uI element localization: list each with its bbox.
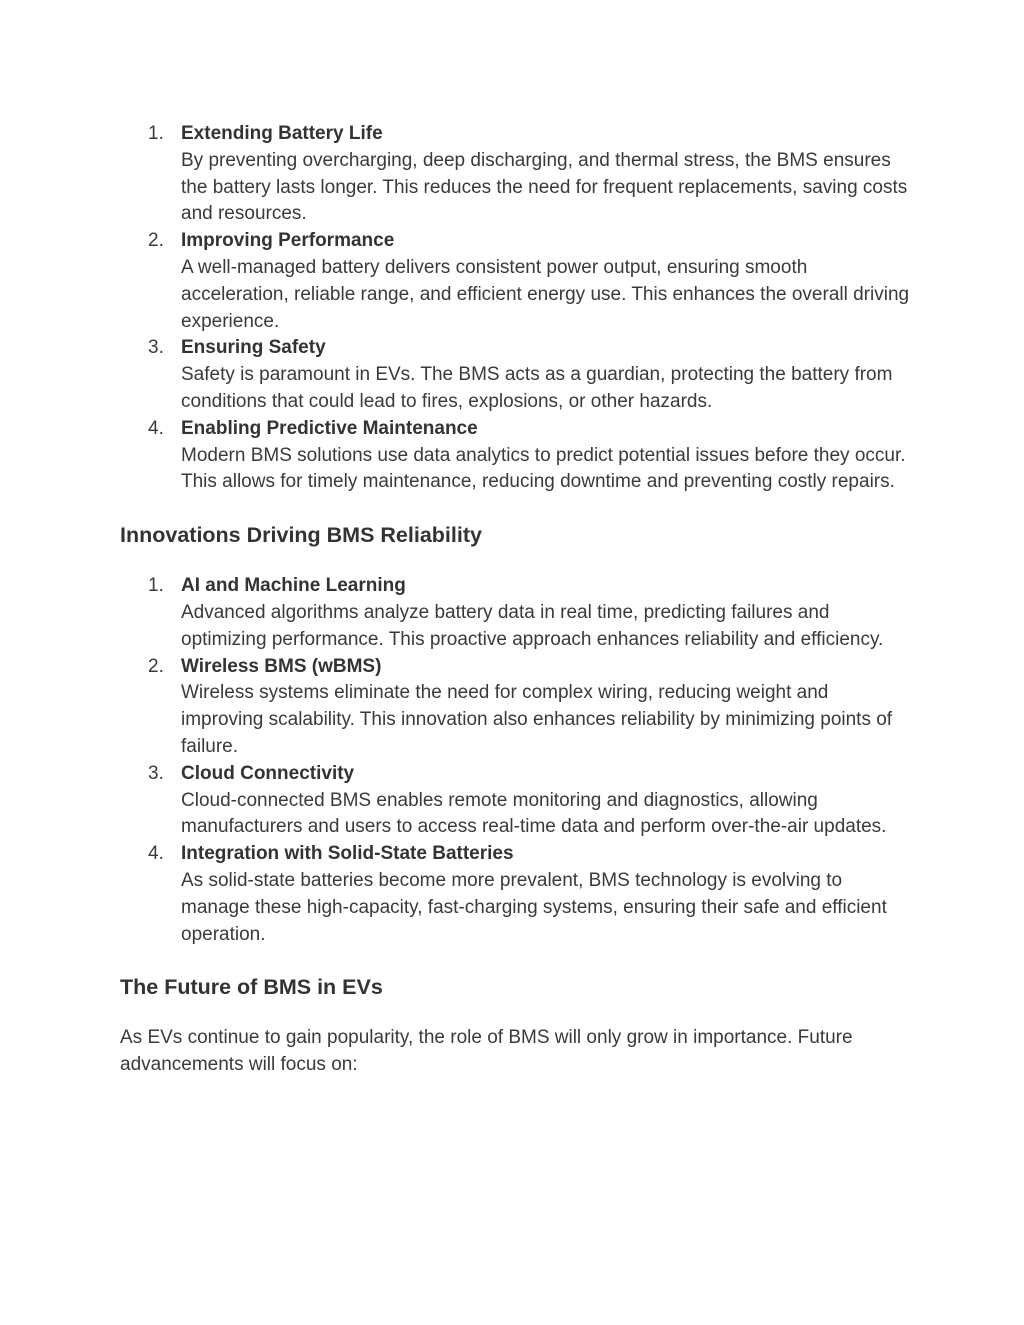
list-item: [120, 761, 910, 841]
list-number: 3.: [148, 337, 164, 359]
list-item: [120, 121, 910, 228]
list-item-description: Cloud-connected BMS enables remote monitoring and diagnostics, allowing manufacturers and users to access real-time data and perform over-the-air updates.: [181, 789, 887, 838]
list-item-description: A well-managed battery delivers consistent power output, ensuring smooth acceleration, reliable range, and efficient energy use. This enhances the overall driving experience.: [181, 256, 910, 332]
list-item-title: Extending Battery Life: [181, 123, 383, 144]
list-number: 1.: [148, 575, 164, 597]
section-heading-innovations: Innovations Driving BMS Reliability: [120, 523, 482, 548]
list-number: 2.: [148, 655, 164, 677]
list-item-title: AI and Machine Learning: [181, 575, 406, 597]
innovations-list: [120, 573, 910, 948]
list-item-description: As solid-state batteries become more prevalent, BMS technology is evolving to manage these high-capacity, fast-charging systems, ensuring their safe and efficient operation.: [181, 869, 887, 945]
list-item: [120, 841, 910, 948]
future-paragraph: As EVs continue to gain popularity, the role of BMS will only grow in importance. Future advancements will focus on:: [120, 1027, 853, 1076]
list-item-title: Ensuring Safety: [181, 337, 326, 359]
document-page: [120, 121, 910, 1079]
list-number: 4.: [148, 843, 164, 865]
list-item-description: By preventing overcharging, deep discharging, and thermal stress, the BMS ensures the battery lasts longer. This reduces the need for frequent replacements, saving costs and resources.: [181, 149, 908, 225]
list-item-title: Integration with Solid-State Batteries: [181, 843, 514, 865]
list-item-title: Enabling Predictive Maintenance: [181, 417, 478, 439]
list-item-title: Improving Performance: [181, 230, 395, 252]
list-number: 4.: [148, 417, 164, 439]
list-item-description: Wireless systems eliminate the need for complex wiring, reducing weight and improving scalability. This innovation also enhances reliability by minimizing points of failure.: [181, 682, 893, 757]
list-item: [120, 228, 910, 335]
list-number: 2.: [148, 230, 164, 252]
list-number: 3.: [148, 762, 164, 784]
benefits-list: [120, 121, 910, 496]
list-item: [120, 335, 910, 415]
list-item-title: Cloud Connectivity: [181, 762, 355, 784]
list-item: [120, 654, 910, 761]
list-number: 1.: [148, 123, 164, 144]
list-item-description: Safety is paramount in EVs. The BMS acts as a guardian, protecting the battery from conditions that could lead to fires, explosions, or other hazards.: [181, 364, 893, 412]
list-item: [120, 416, 910, 496]
section-heading-future: The Future of BMS in EVs: [120, 975, 383, 1000]
list-item-description: Modern BMS solutions use data analytics to predict potential issues before they occur. This allows for timely maintenance, reducing downtime and preventing costly repairs.: [181, 444, 906, 493]
list-item-description: Advanced algorithms analyze battery data in real time, predicting failures and optimizing performance. This proactive approach enhances reliability and efficiency.: [181, 601, 884, 650]
list-item: [120, 573, 910, 653]
list-item-title: Wireless BMS (wBMS): [181, 655, 382, 677]
